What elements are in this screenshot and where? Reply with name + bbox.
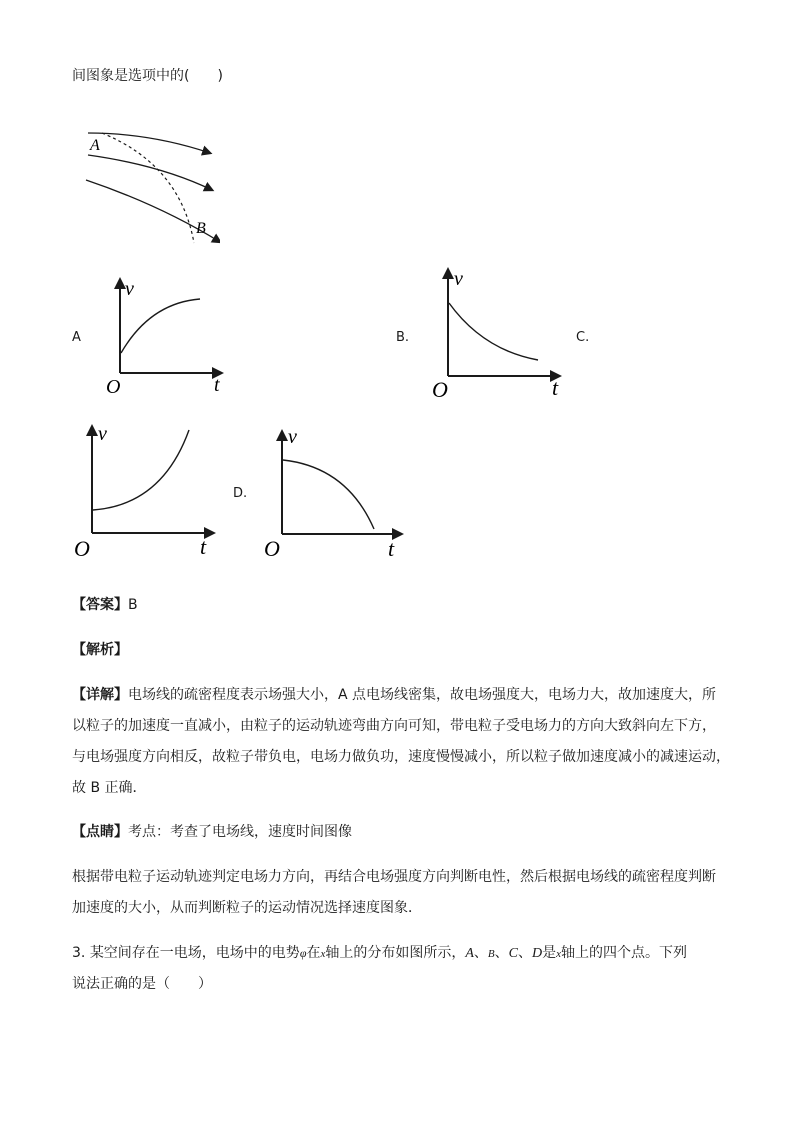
question-stem-tail: 间图象是选项中的( )	[72, 68, 223, 84]
detail-line-4: 故 B 正确．	[72, 780, 147, 796]
svg-text:v: v	[98, 423, 107, 445]
comment-tag: 【点睛】	[72, 824, 128, 840]
answer-tag: 【答案】	[72, 597, 128, 613]
option-a-label: A	[72, 330, 81, 345]
svg-text:v: v	[454, 268, 463, 290]
comment-line: 【点睛】考点：考查了电场线，速度时间图像	[72, 824, 352, 840]
field-line-top	[88, 133, 210, 153]
curve-c	[93, 430, 189, 510]
svg-text:t: t	[214, 374, 220, 396]
svg-text:t: t	[388, 536, 395, 561]
curve-b	[449, 303, 538, 360]
detail-line-2: 以粒子的加速度一直减小，由粒子的运动轨迹弯曲方向可知，带电粒子受电场力的方向大致斜向左下方，	[72, 718, 716, 734]
particle-trajectory	[102, 133, 194, 243]
answer-value: B	[128, 597, 138, 613]
answer-line	[72, 595, 138, 615]
option-d-label: D.	[233, 486, 248, 501]
field-line-middle	[88, 155, 212, 190]
graph-option-b	[428, 265, 573, 405]
question-3-line-1: 3. 某空间存在一电场，电场中的电势φ在x轴上的分布如图所示，A、B、C、D是x轴上的四个点。下列	[72, 945, 687, 961]
curve-d	[283, 460, 374, 529]
option-c-label: C.	[576, 330, 590, 345]
field-line-figure	[80, 125, 220, 250]
graph-option-c	[72, 420, 222, 562]
svg-text:t: t	[200, 534, 207, 559]
point-b-label: B	[196, 220, 206, 237]
detail-line-3: 与电场强度方向相反，故粒子带负电，电场力做负功，速度慢慢减小，所以粒子做加速度减小的减速运动，	[72, 749, 730, 765]
curve-a	[121, 299, 200, 353]
detail-tag: 【详解】	[72, 687, 128, 703]
svg-text:O: O	[432, 377, 448, 402]
graph-option-d	[262, 425, 412, 565]
detail-line-1: 【详解】电场线的疏密程度表示场强大小，A 点电场线密集，故电场强度大，电场力大，故加速度大，所	[72, 687, 717, 703]
option-b-label: B.	[396, 330, 410, 345]
graph-option-a	[100, 275, 235, 400]
svg-text:O: O	[106, 376, 121, 398]
point-a-label: A	[90, 137, 100, 154]
svg-text:O: O	[264, 536, 280, 561]
svg-text:O: O	[74, 536, 90, 561]
analysis-tag: 【解析】	[72, 642, 128, 658]
question-3-number: 3.	[72, 945, 86, 961]
svg-text:t: t	[552, 375, 559, 400]
question-3-line-2: 说法正确的是（ ）	[72, 976, 212, 992]
svg-text:v: v	[288, 426, 297, 448]
summary-line-1: 根据带电粒子运动轨迹判定电场力方向，再结合电场强度方向判断电性，然后根据电场线的疏密程度判断	[72, 869, 716, 885]
summary-line-2: 加速度的大小，从而判断粒子的运动情况选择速度图象．	[72, 900, 422, 916]
svg-text:v: v	[125, 278, 134, 300]
